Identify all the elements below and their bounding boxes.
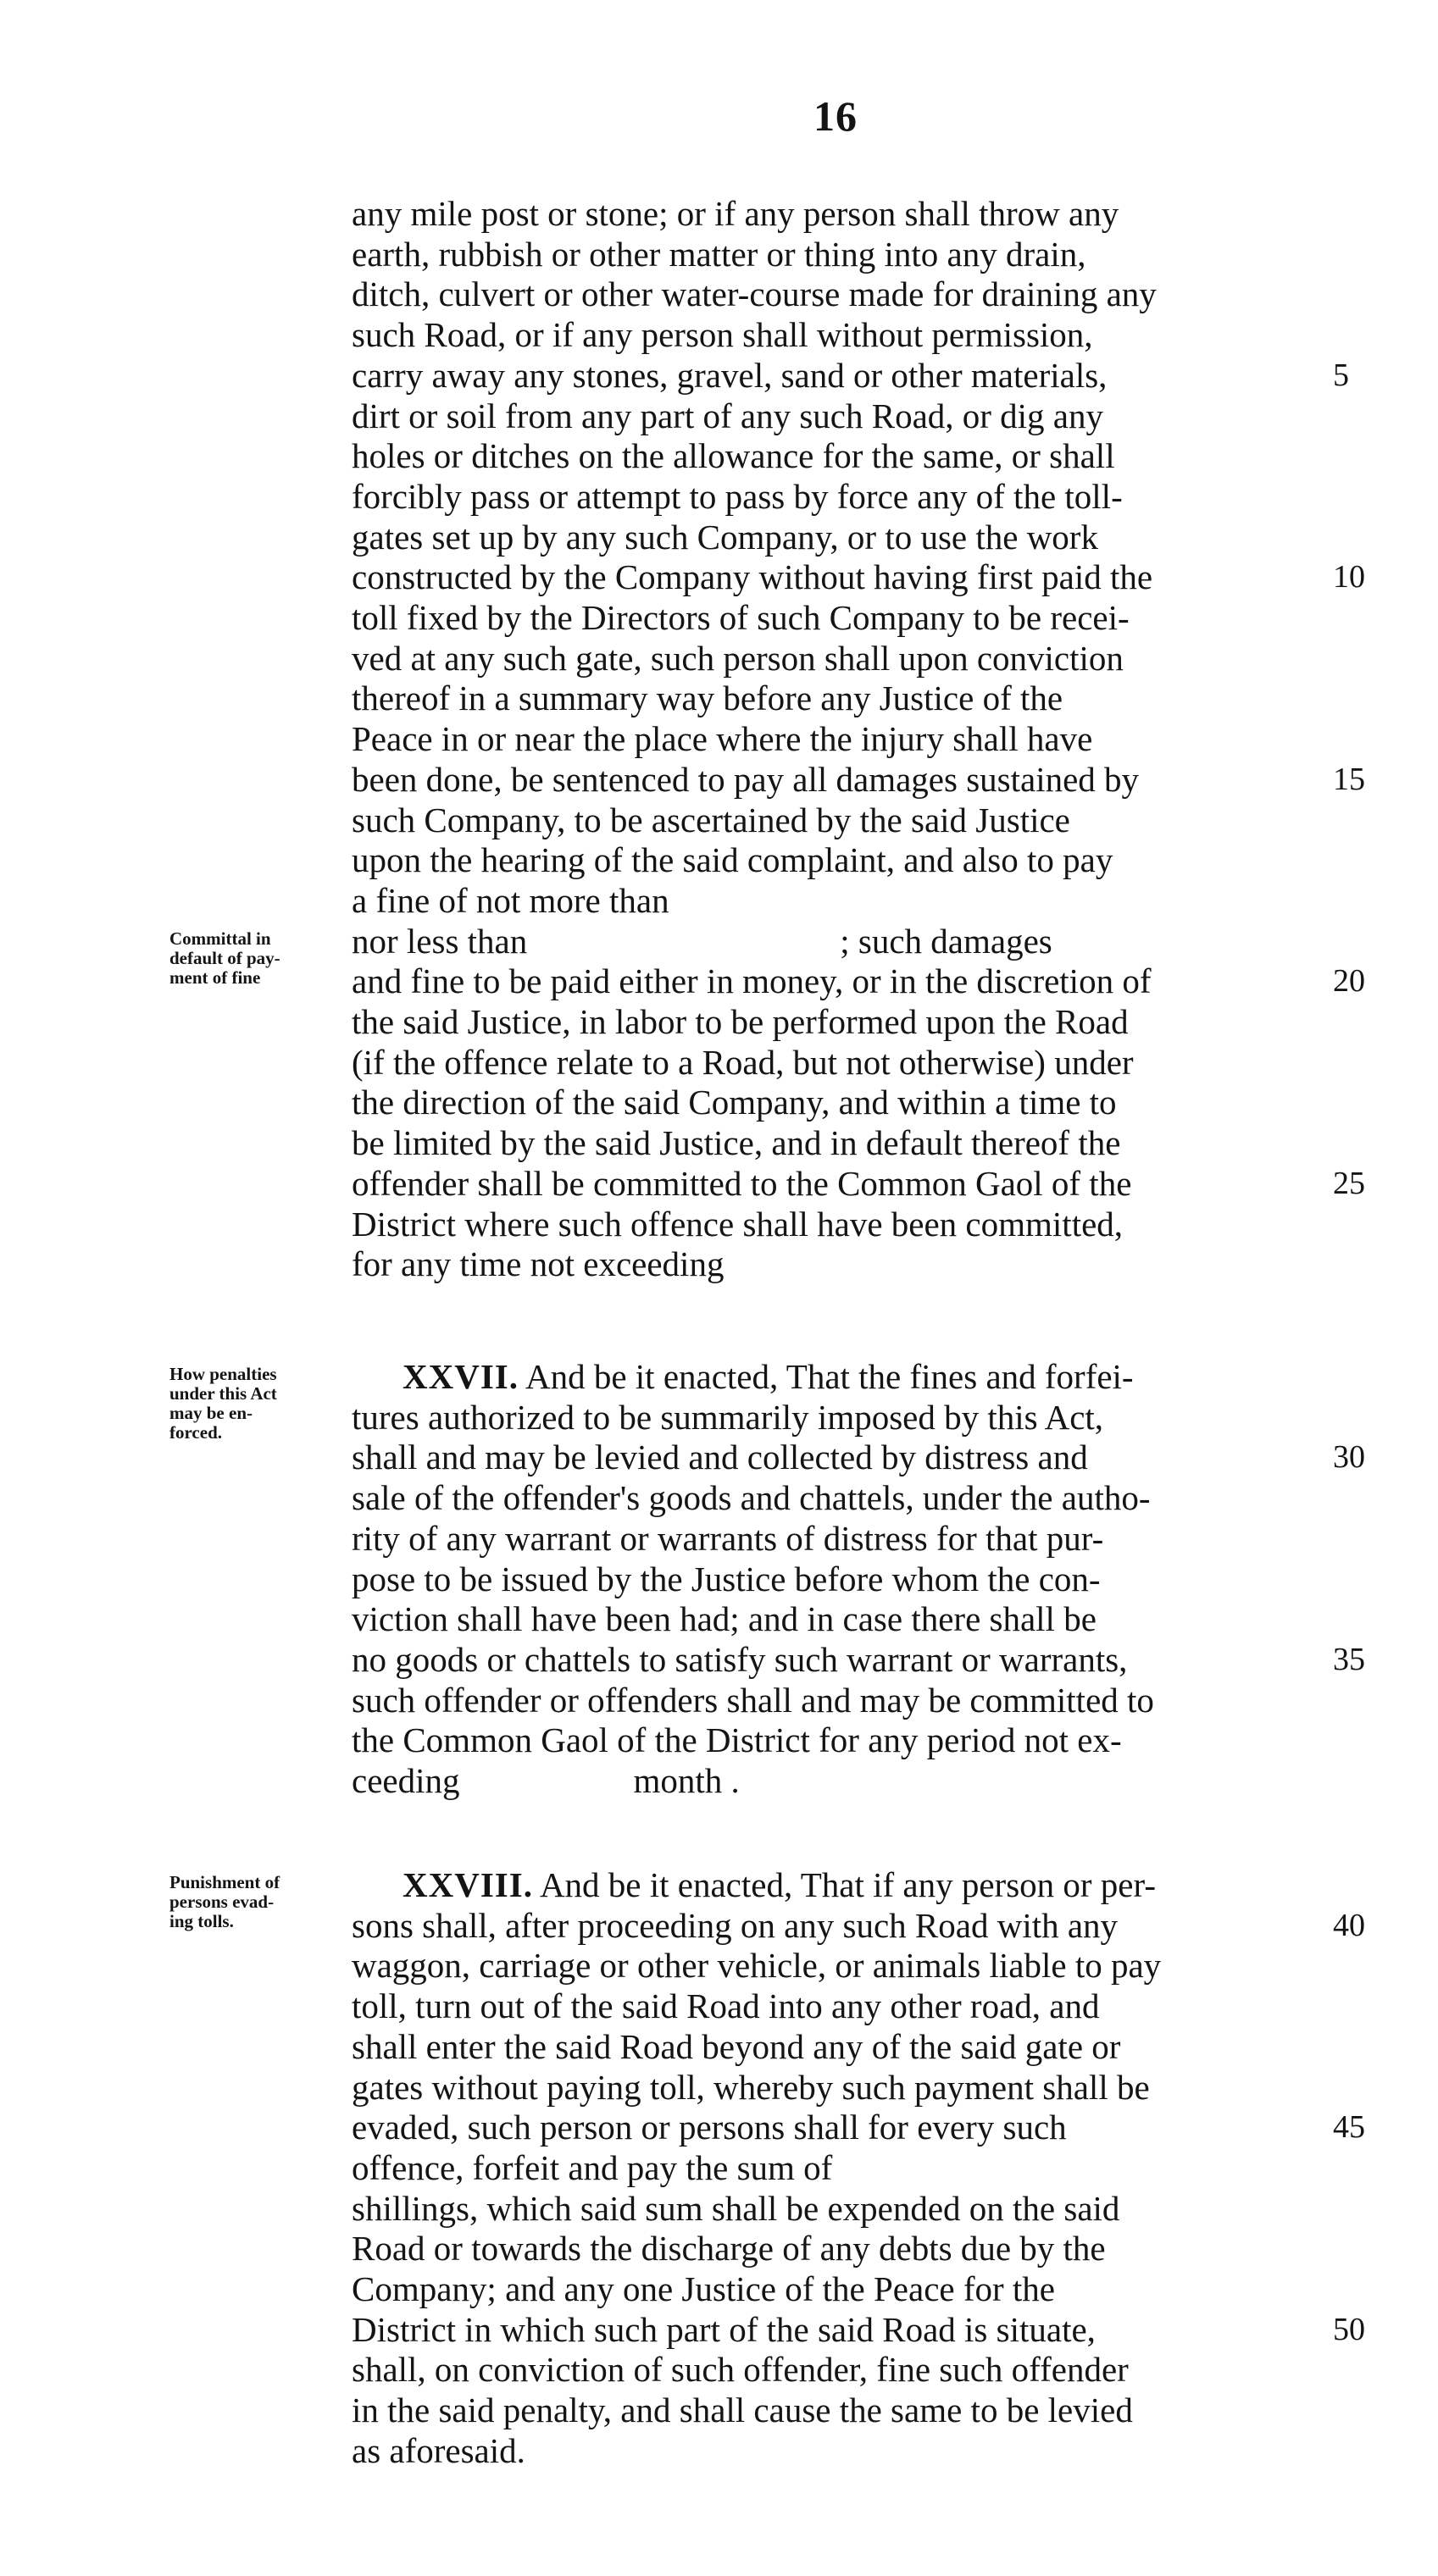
line-number: 35 [1333,1641,1365,1677]
text-line: rity of any warrant or warrants of distress for that pur- [352,1519,1104,1558]
page-number: 16 [813,92,858,140]
text-line: waggon, carriage or other vehicle, or animals liable to pay [352,1947,1162,1986]
section-text: And be it enacted, That the fines and forfei- [519,1358,1134,1396]
line-number: 45 [1333,2109,1365,2146]
text-line [403,1358,1377,1398]
text-line: for any time not exceeding [352,1245,725,1284]
text-line: the said Justice, in labor to be performed upon the Road [352,1003,1129,1041]
text-line: and fine to be paid either in money, or in the discretion of [352,962,1152,1001]
text-line: (if the offence relate to a Road, but not otherwise) under [352,1043,1134,1082]
text-line: toll, turn out of the said Road into any other road, and [352,1987,1100,2026]
margin-note [169,929,352,988]
text-line: such offender or offenders shall and may be committed to [352,1681,1154,1720]
text-line: constructed by the Company without having first paid the [352,558,1153,597]
text-line: a fine of not more than [352,881,669,920]
line-number: 5 [1333,357,1349,393]
text-line: gates set up by any such Company, or to use the work [352,518,1098,557]
text-line: carry away any stones, gravel, sand or other materials, [352,356,1108,395]
section-number: XXVII. [403,1358,519,1396]
text-line: upon the hearing of the said complaint, and also to pay [352,841,1113,880]
margin-note-line: Committal in [169,928,271,949]
text-line: ditch, culvert or other water-course made for draining any [352,275,1157,314]
text-line: such Company, to be ascertained by the said Justice [352,800,1070,839]
text-line: gates without paying toll, whereby such payment shall be [352,2068,1150,2107]
text-line: tures authorized to be summarily imposed by this Act, [352,1398,1104,1437]
margin-note [169,1873,352,1931]
text-line: toll fixed by the Directors of such Company to be recei- [352,599,1130,637]
text-line: any mile post or stone; or if any person shall throw any [352,195,1119,233]
text-line: evaded, such person or persons shall for every such [352,2108,1067,2147]
text-line: shall and may be levied and collected by distress and [352,1438,1088,1477]
text-line: as aforesaid. [352,2431,525,2470]
text-line: Peace in or near the place where the injury shall have [352,720,1093,759]
margin-note-line: Punishment of [169,1872,280,1892]
text-line: viction shall have been had; and in case there shall be [352,1600,1097,1639]
text-line: no goods or chattels to satisfy such warrant or warrants, [352,1640,1128,1679]
text-line: ceeding month . [352,1762,740,1800]
line-number: 10 [1333,559,1365,596]
margin-note-line: ment of fine [169,967,261,988]
text-line: holes or ditches on the allowance for the same, or shall [352,437,1115,476]
text-line [403,1866,1377,1906]
text-line: such Road, or if any person shall without permission, [352,316,1093,355]
text-line: sons shall, after proceeding on any such Road with any [352,1906,1119,1945]
text-line: Company; and any one Justice of the Peace for the [352,2270,1055,2308]
line-number: 40 [1333,1907,1365,1943]
text-line: offence, forfeit and pay the sum of [352,2148,833,2187]
text-line: been done, be sentenced to pay all damages sustained by [352,760,1140,799]
text-line: in the said penalty, and shall cause the same to be levied [352,2391,1133,2430]
margin-note-line: persons evad- [169,1892,275,1912]
text-line: District where such offence shall have been committed, [352,1205,1124,1244]
text-line: earth, rubbish or other matter or thing into any drain, [352,235,1086,274]
line-number: 25 [1333,1165,1365,1201]
text-line: forcibly pass or attempt to pass by force any of the toll- [352,477,1123,516]
text-line: offender shall be committed to the Common Gaol of the [352,1164,1132,1203]
text-line: ved at any such gate, such person shall upon conviction [352,639,1124,678]
margin-note-line: forced. [169,1422,223,1443]
text-line: be limited by the said Justice, and in default thereof the [352,1124,1121,1163]
margin-note-line: default of pay- [169,947,280,968]
line-number: 15 [1333,761,1365,797]
margin-note-line: ing tolls. [169,1911,234,1931]
text-line: shillings, which said sum shall be expended on the said [352,2189,1120,2228]
text-line: the Common Gaol of the District for any period not ex- [352,1721,1122,1760]
text-line: the direction of the said Company, and within a time to [352,1083,1117,1122]
text-line: thereof in a summary way before any Justice of the [352,679,1063,718]
section-text: And be it enacted, That if any person or per- [532,1866,1156,1904]
text-line: Road or towards the discharge of any debts due by the [352,2230,1106,2269]
text-line: sale of the offender's goods and chattels, under the autho- [352,1479,1151,1518]
section-number: XXVIII. [403,1866,533,1904]
margin-note [169,1365,352,1443]
text-line: shall, on conviction of such offender, fine such offender [352,2351,1129,2390]
text-line: pose to be issued by the Justice before whom the con- [352,1559,1101,1598]
line-number: 20 [1333,963,1365,1000]
text-line: shall enter the said Road beyond any of the said gate or [352,2027,1121,2066]
text-line: District in which such part of the said Road is situate, [352,2310,1096,2349]
text-line: nor less than ; such damages [352,922,1052,961]
margin-note-line: How penalties [169,1364,277,1384]
text-line: dirt or soil from any part of any such Road, or dig any [352,396,1104,435]
margin-note-line: may be en- [169,1403,253,1423]
line-number: 30 [1333,1439,1365,1476]
line-number: 50 [1333,2311,1365,2347]
margin-note-line: under this Act [169,1383,277,1404]
